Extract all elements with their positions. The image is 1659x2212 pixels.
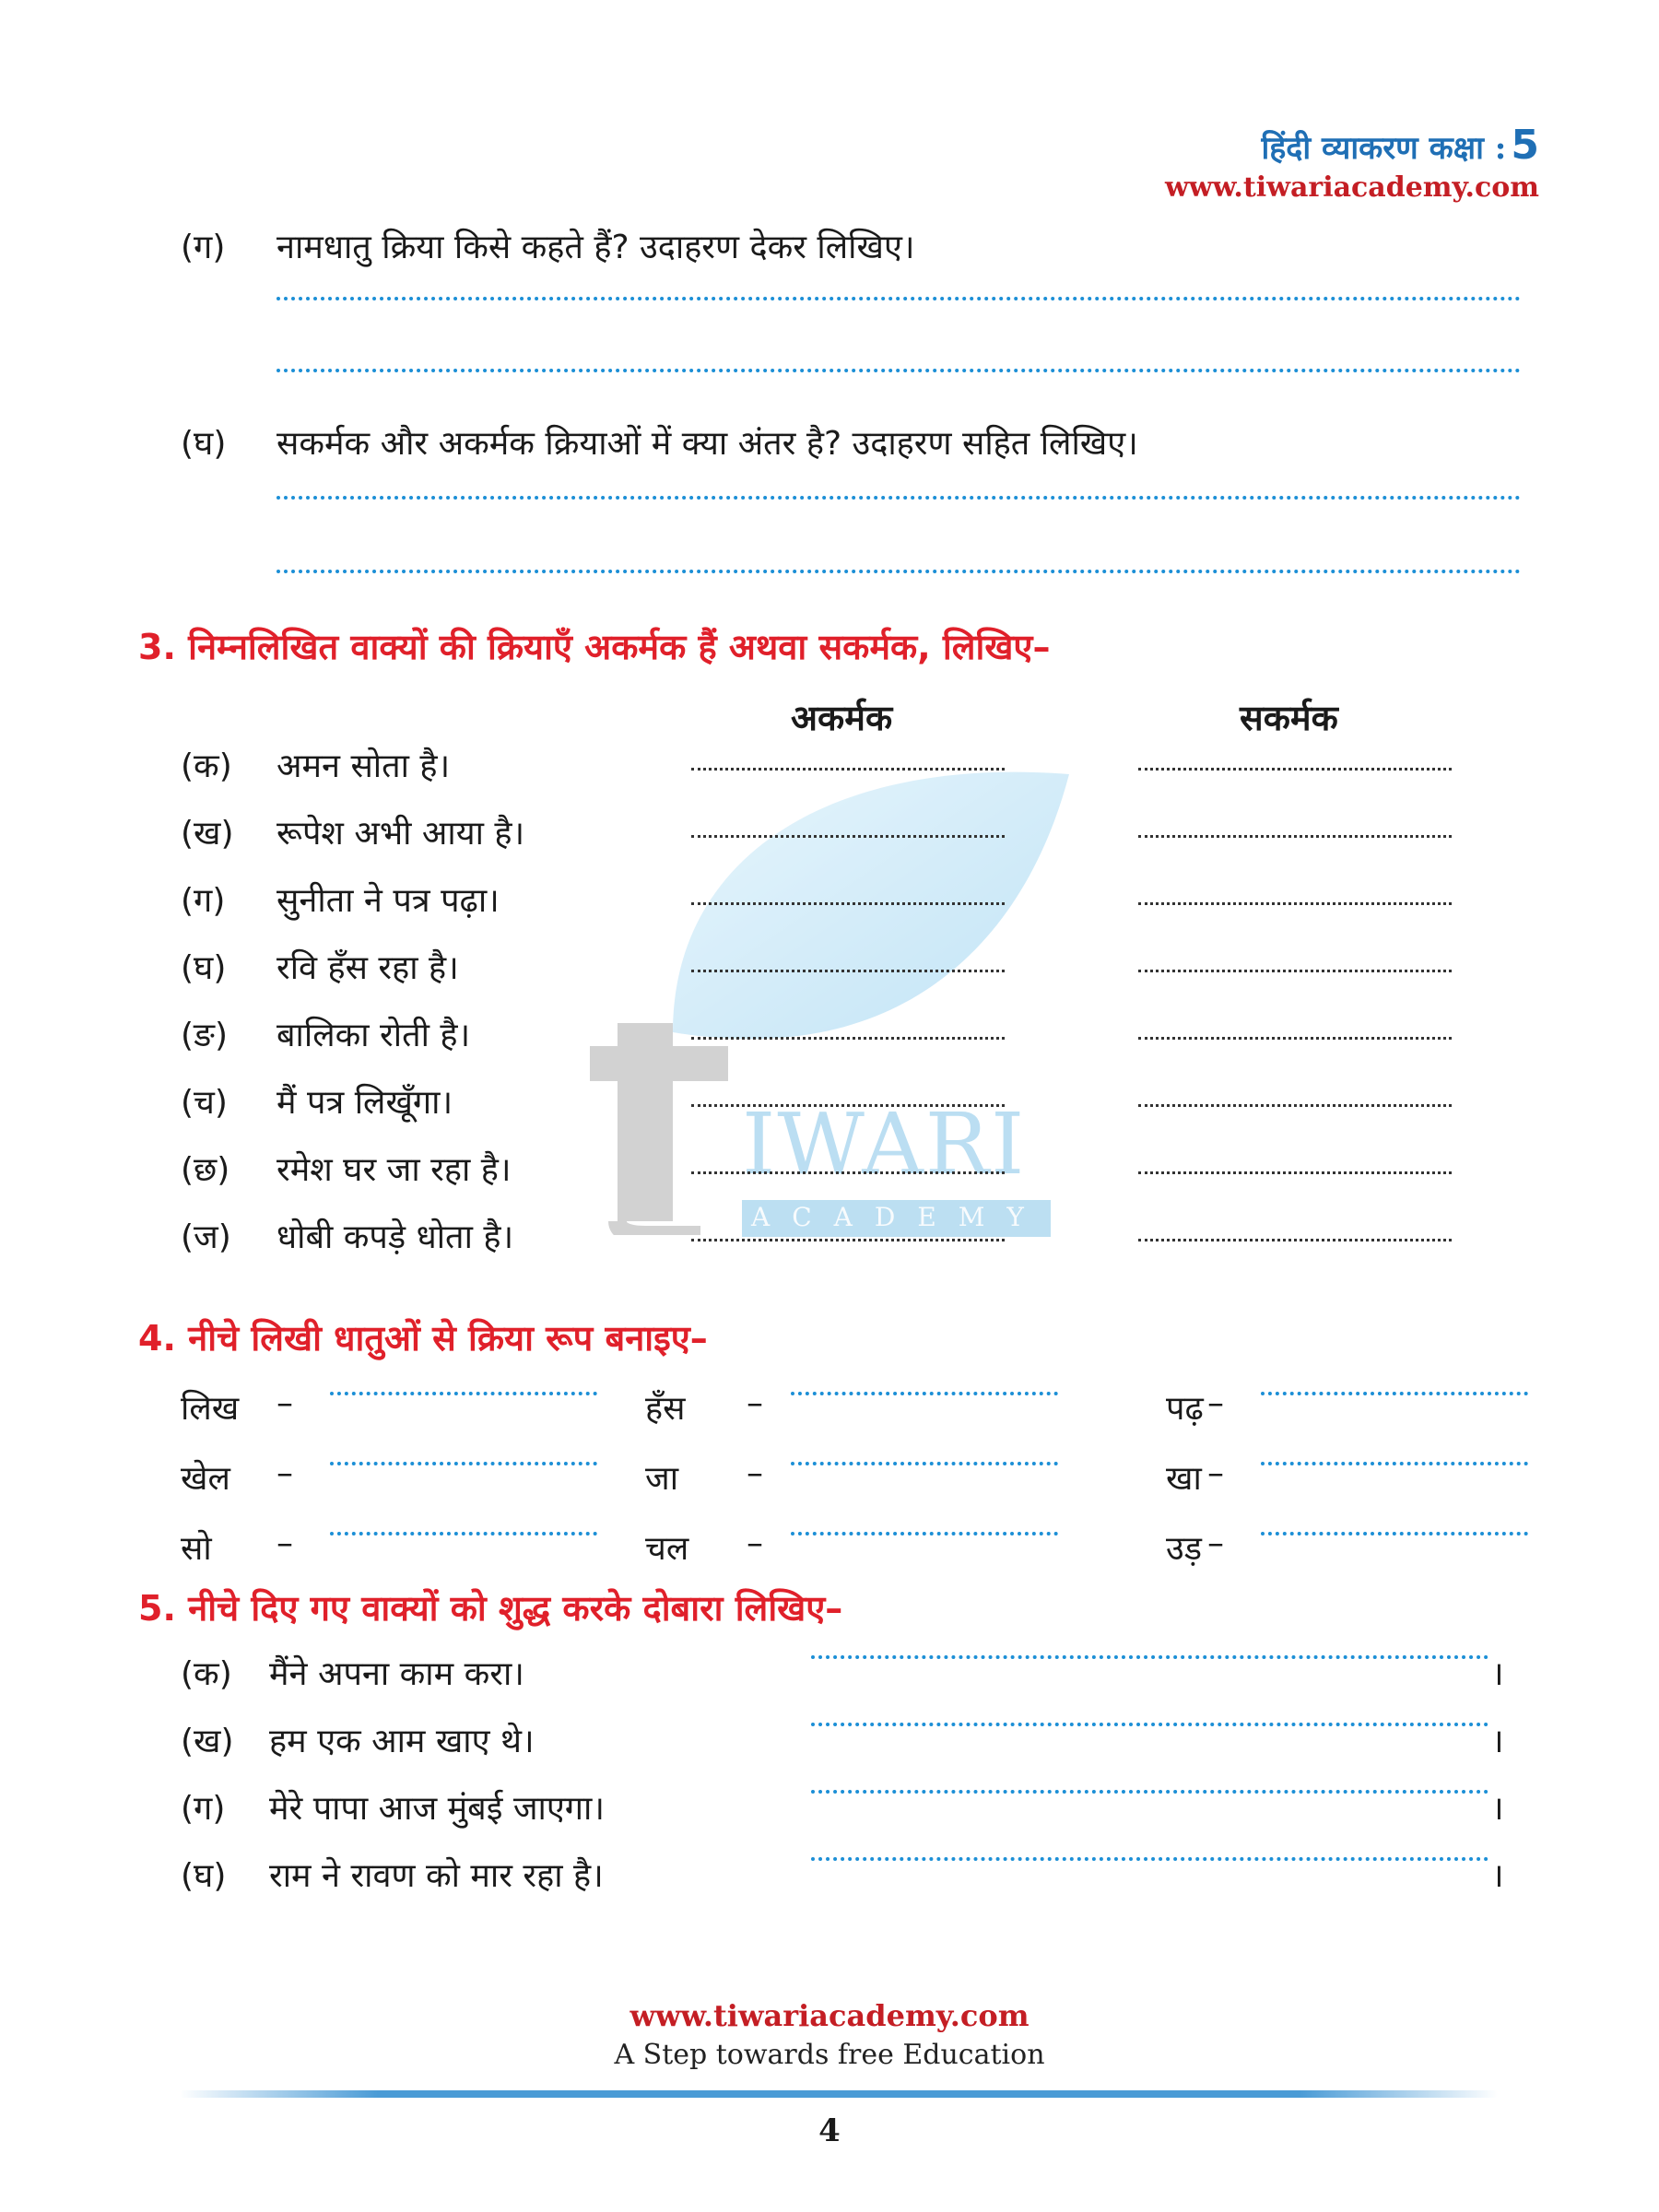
sakarmak-answer-line[interactable] xyxy=(1138,1104,1452,1107)
sakarmak-answer-line[interactable] xyxy=(1138,1171,1452,1174)
q4-dash: – xyxy=(276,1384,293,1422)
q5-danda: । xyxy=(1491,1723,1504,1760)
q4-dash: – xyxy=(276,1454,293,1492)
q5-answer-line[interactable] xyxy=(811,1790,1488,1794)
q4-root-word: चल xyxy=(645,1530,689,1568)
q4-answer-line[interactable] xyxy=(791,1532,1058,1535)
q3-row-label: (क) xyxy=(181,747,232,785)
akarmak-answer-line[interactable] xyxy=(691,902,1005,905)
sakarmak-answer-line[interactable] xyxy=(1138,768,1452,771)
q4-answer-line[interactable] xyxy=(791,1392,1058,1395)
q4-dash: – xyxy=(1207,1454,1224,1492)
q5-answer-line[interactable] xyxy=(811,1857,1488,1861)
answer-line[interactable] xyxy=(276,570,1521,573)
q4-answer-line[interactable] xyxy=(330,1392,597,1395)
q5-row-sentence: हम एक आम खाए थे। xyxy=(269,1723,535,1760)
q5-answer-line[interactable] xyxy=(811,1655,1488,1659)
q3-row-label: (ख) xyxy=(181,815,234,853)
q5-row-label: (घ) xyxy=(181,1857,227,1895)
answer-line[interactable] xyxy=(276,496,1521,500)
q4-heading: 4. नीचे लिखी धातुओं से क्रिया रूप बनाइए– xyxy=(138,1318,708,1359)
sakarmak-answer-line[interactable] xyxy=(1138,902,1452,905)
q4-answer-line[interactable] xyxy=(1261,1462,1528,1465)
q3-col-akarmak: अकर्मक xyxy=(791,698,893,738)
akarmak-answer-line[interactable] xyxy=(691,1037,1005,1040)
q3-row-sentence: रूपेश अभी आया है। xyxy=(276,815,525,853)
q5-row-label: (ख) xyxy=(181,1723,234,1760)
q4-dash: – xyxy=(1207,1524,1224,1562)
q3-row-label: (ङ) xyxy=(181,1017,229,1054)
sakarmak-answer-line[interactable] xyxy=(1138,835,1452,838)
sakarmak-answer-line[interactable] xyxy=(1138,1239,1452,1241)
akarmak-answer-line[interactable] xyxy=(691,970,1005,972)
q5-danda: । xyxy=(1491,1790,1504,1828)
q2-ga-label: (ग) xyxy=(181,229,226,266)
q4-root-word: खा xyxy=(1166,1460,1202,1498)
q3-row-sentence: अमन सोता है। xyxy=(276,747,451,785)
q2-gha-text: सकर्मक और अकर्मक क्रियाओं में क्या अंतर है? उदाहरण सहित लिखिए। xyxy=(276,425,1138,463)
q3-row-sentence: धोबी कपड़े धोता है। xyxy=(276,1218,514,1256)
footer-website[interactable]: www.tiwariacademy.com xyxy=(629,1998,1030,2033)
q3-row-label: (ग) xyxy=(181,882,226,920)
footer-divider xyxy=(180,2090,1498,2098)
q4-answer-line[interactable] xyxy=(330,1532,597,1535)
q5-row-sentence: राम ने रावण को मार रहा है। xyxy=(269,1857,604,1895)
q3-row-label: (ज) xyxy=(181,1218,231,1256)
q5-row-sentence: मेरे पापा आज मुंबई जाएगा। xyxy=(269,1790,606,1828)
q3-heading: 3. निम्नलिखित वाक्यों की क्रियाएँ अकर्मक हैं अथवा सकर्मक, लिखिए– xyxy=(138,627,1051,667)
q4-root-word: हँस xyxy=(645,1390,686,1428)
q4-dash: – xyxy=(747,1524,763,1562)
page-number: 4 xyxy=(818,2112,841,2149)
q4-dash: – xyxy=(1207,1384,1224,1422)
q3-row-label: (छ) xyxy=(181,1151,230,1189)
q3-row-sentence: बालिका रोती है। xyxy=(276,1017,471,1054)
q4-root-word: उड़ xyxy=(1166,1530,1202,1568)
q4-dash: – xyxy=(747,1454,763,1492)
q4-root-word: लिख xyxy=(181,1390,240,1428)
sakarmak-answer-line[interactable] xyxy=(1138,970,1452,972)
sakarmak-answer-line[interactable] xyxy=(1138,1037,1452,1040)
q5-danda: । xyxy=(1491,1857,1504,1895)
q4-answer-line[interactable] xyxy=(791,1462,1058,1465)
q3-row-sentence: मैं पत्र लिखूँगा। xyxy=(276,1084,453,1122)
akarmak-answer-line[interactable] xyxy=(691,768,1005,771)
q4-root-word: खेल xyxy=(181,1460,230,1498)
q4-root-word: सो xyxy=(181,1530,212,1568)
q2-gha-label: (घ) xyxy=(181,425,227,463)
header-website: www.tiwariacademy.com xyxy=(1164,171,1539,204)
answer-line[interactable] xyxy=(276,369,1521,372)
q4-dash: – xyxy=(747,1384,763,1422)
watermark-text: IWARI xyxy=(742,1095,1027,1194)
q4-answer-line[interactable] xyxy=(1261,1532,1528,1535)
q4-answer-line[interactable] xyxy=(330,1462,597,1465)
q4-root-word: जा xyxy=(645,1460,679,1498)
akarmak-answer-line[interactable] xyxy=(691,1171,1005,1174)
q2-ga-text: नामधातु क्रिया किसे कहते हैं? उदाहरण देकर लिखिए। xyxy=(276,229,915,266)
q5-danda: । xyxy=(1491,1655,1504,1693)
q3-row-sentence: सुनीता ने पत्र पढ़ा। xyxy=(276,882,500,920)
akarmak-answer-line[interactable] xyxy=(691,1104,1005,1107)
watermark-subtext-label: ACADEMY xyxy=(751,1202,1046,1232)
q5-answer-line[interactable] xyxy=(811,1723,1488,1726)
akarmak-answer-line[interactable] xyxy=(691,835,1005,838)
akarmak-answer-line[interactable] xyxy=(691,1239,1005,1241)
q3-row-label: (घ) xyxy=(181,949,227,987)
header-class-number: 5 xyxy=(1511,122,1539,169)
q3-row-sentence: रमेश घर जा रहा है। xyxy=(276,1151,512,1189)
q4-answer-line[interactable] xyxy=(1261,1392,1528,1395)
answer-line[interactable] xyxy=(276,297,1521,300)
q3-col-sakarmak: सकर्मक xyxy=(1240,698,1338,738)
q3-row-label: (च) xyxy=(181,1084,228,1122)
q5-row-label: (ग) xyxy=(181,1790,226,1828)
footer-tagline: A Step towards free Education xyxy=(614,2039,1045,2071)
q3-row-sentence: रवि हँस रहा है। xyxy=(276,949,459,987)
header xyxy=(1261,122,1539,169)
q5-heading: 5. नीचे दिए गए वाक्यों को शुद्ध करके दोबारा लिखिए– xyxy=(138,1588,843,1629)
q5-row-label: (क) xyxy=(181,1655,232,1693)
q4-root-word: पढ़ xyxy=(1166,1390,1204,1428)
q4-dash: – xyxy=(276,1524,293,1562)
header-title: हिंदी व्याकरण कक्षा : xyxy=(1261,130,1507,167)
q5-row-sentence: मैंने अपना काम करा। xyxy=(269,1655,524,1693)
